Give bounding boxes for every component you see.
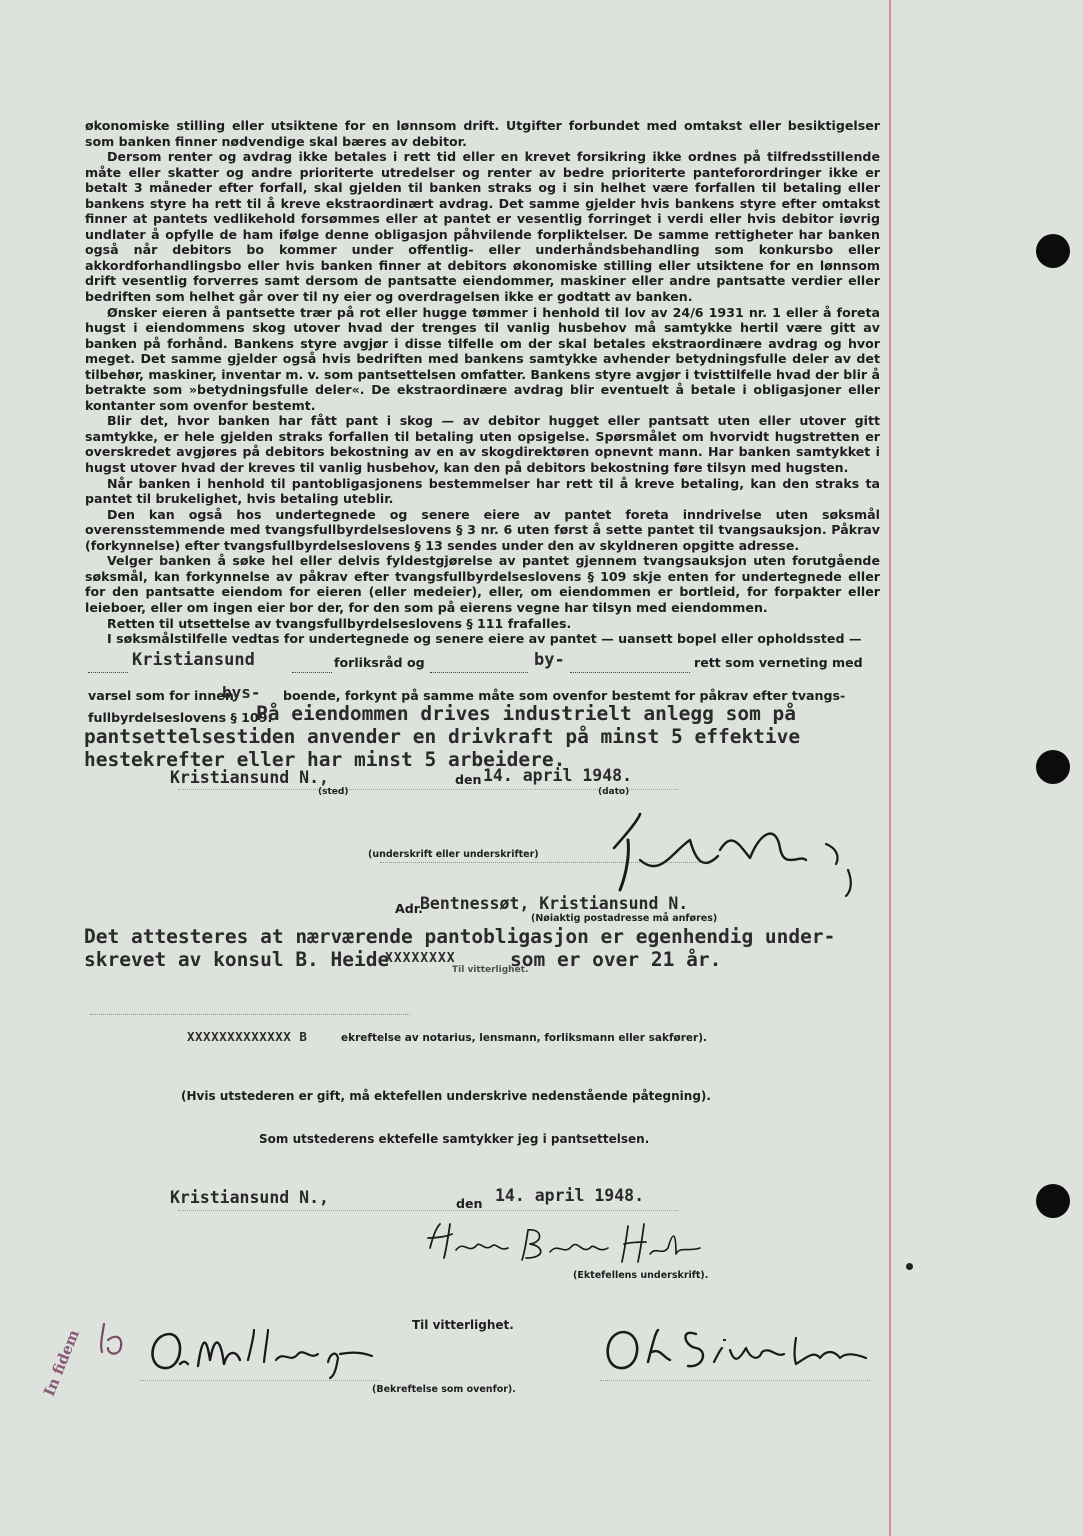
attest-line-2a: skrevet av konsul B. Heide [84,948,390,971]
paragraph: Retten til utsettelse av tvangsfullbyrdelseslovens § 111 frafalles. [107,615,572,631]
venue-bys: bys- [222,683,261,702]
date-place: Kristiansund N., [170,768,329,787]
spouse-signature-label: (Ektefellens underskrift). [573,1270,709,1281]
stamp-mark [94,1318,134,1358]
den-label: den [455,772,482,787]
paragraph: Når banken i henhold til pantobligasjonens bestemmelser har rett til å kreve betaling, kan den straks ta pantet til brukelighet, hvis betaling uteblir. [85,475,880,507]
witness-label: Til vitterlighet. [412,1318,514,1332]
spouse-signature [418,1218,718,1268]
terms-text [85,118,880,647]
margin-rule [889,0,891,1536]
varsel-text-b: boende, forkynt på samme måte som ovenfor bestemt for påkrav efter tvangs- [283,688,846,703]
struck-bekreftelse: XXXXXXXXXXXXX B [187,1029,308,1044]
address-hint: (Nøiaktig postadresse må anføres) [531,913,718,924]
rett-text: rett som verneting med [694,655,863,670]
dato-label: (dato) [598,787,630,797]
spouse-note: (Hvis utstederen er gift, må ektefellen underskrive nedenstående påtegning). [181,1089,711,1103]
paragraph: Ønsker eieren å pantsette trær på rot eller hugge tømmer i henhold til lov av 24/6 1931 nr. 1 eller å foreta hugst i eiendommens skog utover hvad der trenges til vanlig husbehov må samtykke hertil være gitt av banken på forhånd. Bankens styre avgjør i disse tilfelle om der skal betales ekstraordinære avdrag og hvor meget. Det samme gjelder også hvis bedriften med bankens samtykke avhender betydningsfulle deler av det tilbehør, maskiner, inventar m. v. som pantsettelsen omfatter. Bankens styre avgjør i tvisttilfelle hvad der blir å betrakte som »betydningsfulle deler«. De ekstraordinære avdrag blir eventuelt å betale i obligasjoner eller kontanter som ovenfor bestemt. [85,304,880,413]
attest-line-1: Det attesteres at nærværende pantobligasjon er egenhendig under- [84,925,836,948]
paragraph: I søksmålstilfelle vedtas for undertegnede og senere eiere av pantet — uansett bopel eller opholdssted — [107,631,862,647]
paragraph: Dersom renter og avdrag ikke betales i rett tid eller en krevet forsikring ikke ordnes på tilfredsstillende måte eller skatter og andre prioriterte utredelser og renter av bedre prioriterte panteforordringer ikke er betalt 3 måneder efter forfall, skal gjelden til banken straks og i sin helhet være forfallen til betaling eller bankens styre ha rett til å kreve ekstraordinært avdrag. Det samme gjelder hvis bankens styre efter omtakst finner at pantets vedlikehold forsømmes eller at pantet er vesentlig forringet i verdi eller hvis debitor iøvrig undlater å opfylle de ham ifølge denne obligasjon påhvilende forpliktelser. De samme rettigheter har banken også når debitors bo kommer under offentlig- eller underhåndsbehandling som konkursbo eller akkordforhandlingsbo eller hvis banken finner at debitors økonomiske stilling eller utsiktene for en lønnsom drift vesentlig forverres samt dersom de pantsatte eiendommer, maskiner eller andre pantsatte verdier eller bedriften som helhet går over til ny eier og overdragelsen ikke er godtatt av banken. [85,149,880,305]
struck-text: XXXXXXXX [385,951,456,966]
typed-clause-3: hestekrefter eller har minst 5 arbeidere. [84,748,566,771]
sted-label: (sted) [318,787,349,797]
in-fidem-stamp: In fidem [40,1327,83,1399]
paragraph: Blir det, hvor banken har fått pant i skog — av debitor hugget eller pantsatt uten eller utover gitt samtykke, er hele gjelden straks forfallen til betaling uten opsigelse. Spørsmålet om hvorvidt hugstretten er overskredet avgjøres på debitors bekostning av en av skogdirektøren opnevnt mann. Har banken samtykket i hugst utover hvad der kreves til vanlig husbehov, kan den på debitors bekostning føre tilsyn med hugsten. [85,413,880,476]
punch-hole [1036,1184,1070,1218]
paragraph: Den kan også hos undertegnede og senere eiere av pantet foreta inndrivelse uten søksmål overensstemmende med tvangsfullbyrdelseslovens § 3 nr. 6 uten først å sette pantet til tvangsauksjon. Påkrav (forkynnelse) efter tvangsfullbyrdelseslovens § 13 sendes under den av skyldneren opgitte adresse. [85,506,880,553]
venue-by: by- [534,650,565,670]
paragraph: Velger banken å søke hel eller delvis fyldestgjørelse av pantet gjennem tvangsauksjon uten forutgående søksmål, kan forkynnelse av påkrav efter tvangsfullbyrdelseslovens § 109 skje enten for undertegnede eller for den pantsatte eiendom for eieren (eller medeier), eller, om eiendommen er bortleid, for forpakter eller leieboer, eller om ingen eier bor der, for den som på eierens vegne har tilsyn med eiendommen. [85,553,880,615]
witness-confirm-label: (Bekreftelse som ovenfor). [372,1384,516,1395]
signature-label: (underskrift eller underskrifter) [368,849,539,860]
date-value: 14. april 1948. [483,766,633,785]
lov-text: fullbyrdelseslovens § 109. [88,710,273,725]
typed-clause-2: pantsettelsestiden anvender en drivkraft på minst 5 effektive [84,725,801,748]
typed-clause-1: På eiendommen drives industrielt anlegg som på [256,702,797,725]
punch-hole [1036,750,1070,784]
consent-text: Som utstederens ektefelle samtykker jeg i pantsettelsen. [259,1132,650,1146]
attest-line-2b: som er over 21 år. [510,948,722,971]
paragraph: økonomiske stilling eller utsiktene for en lønnsom drift. Utgifter forbundet med omtakst eller besiktigelser som banken finner nødvendige skal bæres av debitor. [85,118,880,149]
date2-value: 14. april 1948. [495,1186,645,1205]
debtor-signature [600,800,870,900]
forliksrad-text: forliksråd og [334,655,425,670]
address-label: Adr. [395,901,423,916]
date2-place: Kristiansund N., [170,1188,329,1207]
bekreftelse-text: ekreftelse av notarius, lensmann, forliksmann eller sakfører). [341,1032,707,1044]
den2-label: den [456,1196,483,1211]
address-value: Bentnessøt, Kristiansund N. [420,894,689,913]
varsel-text-a: varsel som for innen [88,688,234,703]
witness-signature-2 [600,1318,880,1378]
punch-hole [1036,234,1070,268]
ink-dot [906,1263,913,1270]
witness-signature-1 [140,1320,380,1380]
venue-city: Kristiansund [132,650,255,670]
vitterlighet-print: Til vitterlighet. [452,965,529,975]
